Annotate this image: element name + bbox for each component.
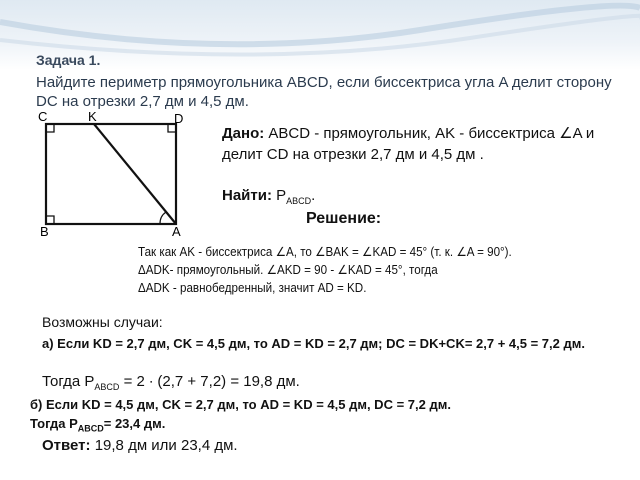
given-text-2: и делит CD на отрезки 2,7 дм и 4,5 дм . (222, 125, 595, 163)
find-label: Найти: (222, 187, 272, 204)
right-angle-b (46, 216, 54, 224)
label-d: D (174, 112, 184, 126)
label-c: C (38, 112, 48, 124)
case-a-text: а) Если KD = 2,7 дм, CK = 4,5 дм, то AD = KD = 2,7 дм; DC = DK+CK= 2,7 + 4,5 = 7,2 дм. (42, 336, 585, 351)
label-a: A (172, 224, 181, 238)
rectangle-figure (36, 112, 216, 238)
solution-line-1: Так как AK - биссектриса ∠A, то ∠BAK = ∠KAD = 45° (т. к. ∠A = 90°). (138, 245, 512, 259)
label-k: K (88, 112, 97, 124)
solution-line-3: ΔADK - равнобедренный, значит AD = KD. (138, 281, 367, 295)
angle-icon: ∠ (559, 125, 573, 142)
rectangle-abcd (46, 124, 176, 224)
case-a-result (42, 373, 300, 392)
task-title: Задача 1. (36, 52, 101, 68)
case-b-sub: ABCD (77, 423, 104, 434)
solution-box (138, 243, 632, 303)
bisector-ak (94, 124, 176, 224)
given-angle: A (572, 125, 582, 142)
given-label: Дано: (222, 125, 265, 142)
cases-heading: Возможны случаи: (42, 314, 163, 330)
answer-text: 19,8 дм или 23,4 дм. (94, 437, 238, 454)
find-p: P (276, 187, 287, 204)
case-b-result (30, 414, 630, 439)
right-angle-c (46, 124, 54, 132)
answer-label: Ответ: (42, 437, 91, 454)
given-block (222, 123, 622, 165)
case-b-value: = 23,4 дм. (103, 416, 166, 431)
angle-arc-a (160, 212, 166, 224)
find-sub: ABCD (286, 196, 312, 206)
given-text-1: ABCD - прямоугольник, AK - биссектриса (268, 125, 555, 142)
solution-line-2: ΔADK- прямоугольный. ∠AKD = 90 - ∠KAD = 45°, тогда (138, 263, 438, 277)
case-b-then: Тогда P (30, 416, 78, 431)
case-b-block (30, 395, 630, 439)
answer-block (42, 436, 262, 456)
solution-heading: Решение: (306, 210, 382, 225)
task-statement: Найдите периметр прямоугольника ABCD, если биссектриса угла A делит сторону DC на отрезки 2,7 дм и 4,5 дм. (36, 74, 612, 110)
case-b-text: б) Если KD = 4,5 дм, CK = 2,7 дм, то AD = KD = 4,5 дм, DC = 7,2 дм. (30, 397, 451, 412)
find-dot: . (311, 187, 316, 204)
case-a-then: Тогда P (42, 373, 95, 390)
label-b: B (40, 224, 49, 238)
case-a-sub: ABCD (94, 382, 120, 392)
find-block (222, 187, 315, 206)
case-a-value: = 2 ∙ (2,7 + 7,2) = 19,8 дм. (123, 373, 300, 390)
